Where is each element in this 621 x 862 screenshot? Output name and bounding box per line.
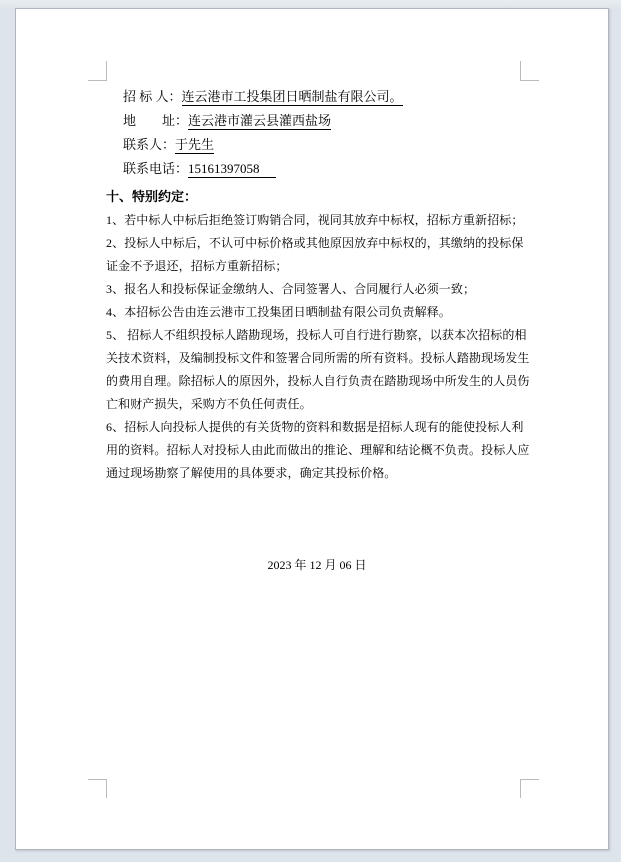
contact-value: 连云港市灌云县灌西盐场 — [188, 113, 332, 128]
clause-line: 4、本招标公告由连云港市工投集团日晒制盐有限公司负责解释。 — [106, 305, 451, 319]
crop-mark-top-right — [520, 61, 539, 81]
clause-line: 证金不予退还，招标方重新招标； — [106, 259, 288, 273]
clause-line: 通过现场勘察了解使用的具体要求，确定其投标价格。 — [106, 466, 397, 480]
clause-paragraph — [106, 301, 528, 324]
clause-paragraph — [106, 278, 528, 301]
contact-line — [123, 157, 528, 181]
clause-line: 1、若中标人中标后拒绝签订购销合同，视同其放弃中标权，招标方重新招标； — [106, 213, 524, 227]
clause-line: 6、招标人向投标人提供的有关货物的资料和数据是招标人现有的能使投标人利 — [106, 420, 524, 434]
clause-line: 的费用自理。除招标人的原因外，投标人自行负责在踏勘现场中所发生的人员伤 — [106, 374, 530, 388]
contact-label: 联系人： — [123, 137, 176, 152]
contact-line — [123, 109, 528, 133]
document-content — [106, 85, 528, 577]
contact-label: 招 标 人： — [123, 89, 182, 104]
contact-line — [123, 85, 528, 109]
clause-line: 关技术资料，及编制投标文件和签署合同所需的所有资料。投标人踏勘现场发生 — [106, 351, 530, 365]
contact-value: 15161397058 — [188, 161, 276, 178]
clause-paragraph — [106, 416, 528, 485]
clause-line: 5、 招标人不组织投标人踏勘现场，投标人可自行进行勘察，以获本次招标的相 — [106, 328, 527, 342]
contact-value: 于先生 — [175, 137, 215, 152]
crop-mark-top-left — [88, 61, 107, 81]
special-terms-heading: 十、特别约定： — [106, 189, 198, 204]
clause-paragraph — [106, 209, 528, 232]
clause-line: 2、投标人中标后，不认可中标价格或其他原因放弃中标权的，其缴纳的投标保 — [106, 236, 524, 250]
clauses-block — [106, 209, 528, 485]
document-page[interactable] — [15, 8, 609, 850]
contact-label: 联系电话： — [123, 161, 189, 176]
clause-paragraph — [106, 232, 528, 278]
contact-value: 连云港市工投集团日晒制盐有限公司。 — [181, 89, 403, 104]
contact-label: 地 址： — [123, 113, 189, 128]
crop-mark-bottom-left — [88, 779, 107, 798]
clause-line: 用的资料。招标人对投标人由此而做出的推论、理解和结论概不负责。投标人应 — [106, 443, 530, 457]
crop-mark-bottom-right — [520, 779, 539, 798]
document-date: 2023 年 12 月 06 日 — [267, 558, 367, 572]
clause-line: 亡和财产损失，采购方不负任何责任。 — [106, 397, 312, 411]
clause-line: 3、报名人和投标保证金缴纳人、合同签署人、合同履行人必须一致； — [106, 282, 476, 296]
contact-block — [106, 85, 528, 181]
contact-line — [123, 133, 528, 157]
clause-paragraph — [106, 324, 528, 416]
